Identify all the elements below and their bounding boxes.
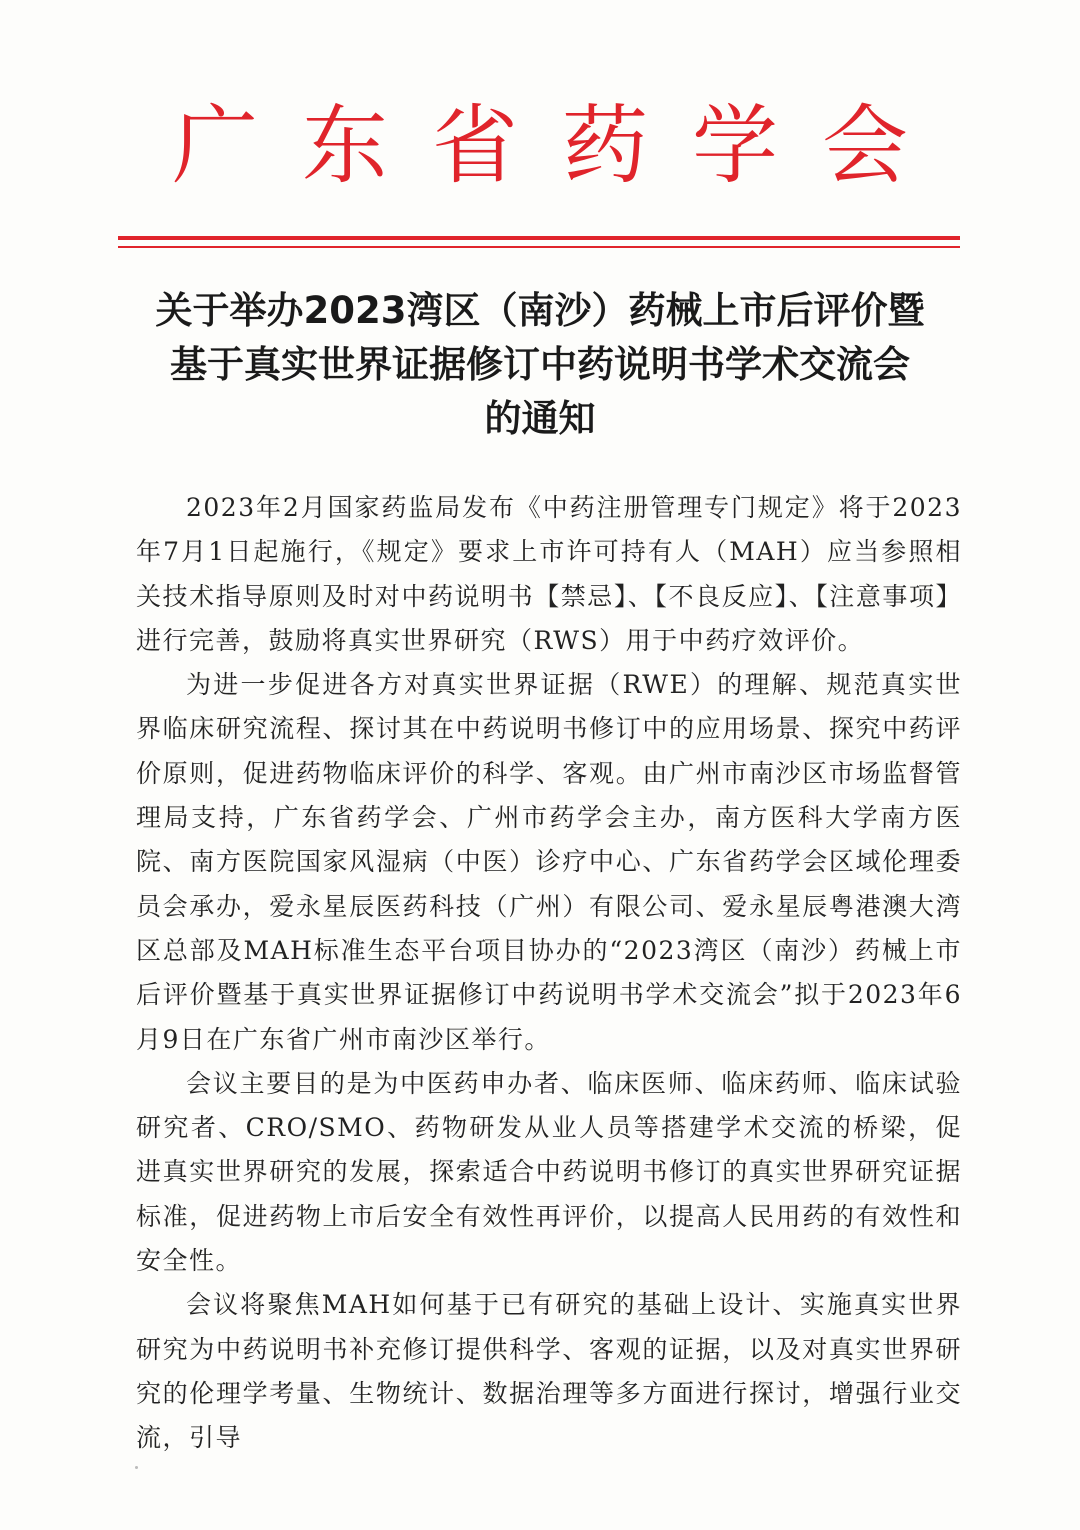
body-paragraph-4: 会议将聚焦MAH如何基于已有研究的基础上设计、实施真实世界研究为中药说明书补充修订提供科学、客观的证据，以及对真实世界研究的伦理学考量、生物统计、数据治理等多方面进行探讨，增强行业交流，引导 xyxy=(136,1290,962,1453)
notice-title-line-2: 基于真实世界证据修订中药说明书学术交流会 xyxy=(170,343,910,386)
body-paragraph-1: 2023年2月国家药监局发布《中药注册管理专门规定》将于2023年7月1日起施行，《规定》要求上市许可持有人（MAH）应当参照相关技术指导原则及时对中药说明书【禁忌】、【不良反应】、【注意事项】进行完善，鼓励将真实世界研究（RWS）用于中药疗效评价。 xyxy=(136,493,962,655)
letterhead-rule-thick xyxy=(118,236,960,240)
body-paragraph-3: 会议主要目的是为中医药申办者、临床医师、临床药师、临床试验研究者、CRO/SMO、药物研发从业人员等搭建学术交流的桥梁，促进真实世界研究的发展，探索适合中药说明书修订的真实世界研究证据标准，促进药物上市后安全有效性再评价，以提高人民用药的有效性和安全性。 xyxy=(136,1068,962,1276)
notice-title-line-3: 的通知 xyxy=(484,397,596,440)
organization-letterhead: 广东省药学会 xyxy=(172,96,952,196)
notice-body xyxy=(136,486,962,1461)
letterhead-rule-thin xyxy=(118,246,960,248)
body-paragraph-2: 为进一步促进各方对真实世界证据（RWE）的理解、规范真实世界临床研究流程、探讨其在中药说明书修订中的应用场景、探究中药评价原则，促进药物临床评价的科学、客观。由广州市南沙区市场监督管理局支持，广东省药学会、广州市药学会主办，南方医科大学南方医院、南方医院国家风湿病（中医）诊疗中心、广东省药学会区域伦理委员会承办，爱永星辰医药科技（广州）有限公司、爱永星辰粤港澳大湾区总部及MAH标准生态平台项目协办的“2023湾区（南沙）药械上市后评价暨基于真实世界证据修订中药说明书学术交流会”拟于2023年6月9日在广东省广州市南沙区举行。 xyxy=(136,670,962,1054)
scan-speck xyxy=(135,1466,138,1469)
notice-title xyxy=(110,284,970,446)
notice-title-line-1: 关于举办2023湾区（南沙）药械上市后评价暨 xyxy=(155,289,925,332)
